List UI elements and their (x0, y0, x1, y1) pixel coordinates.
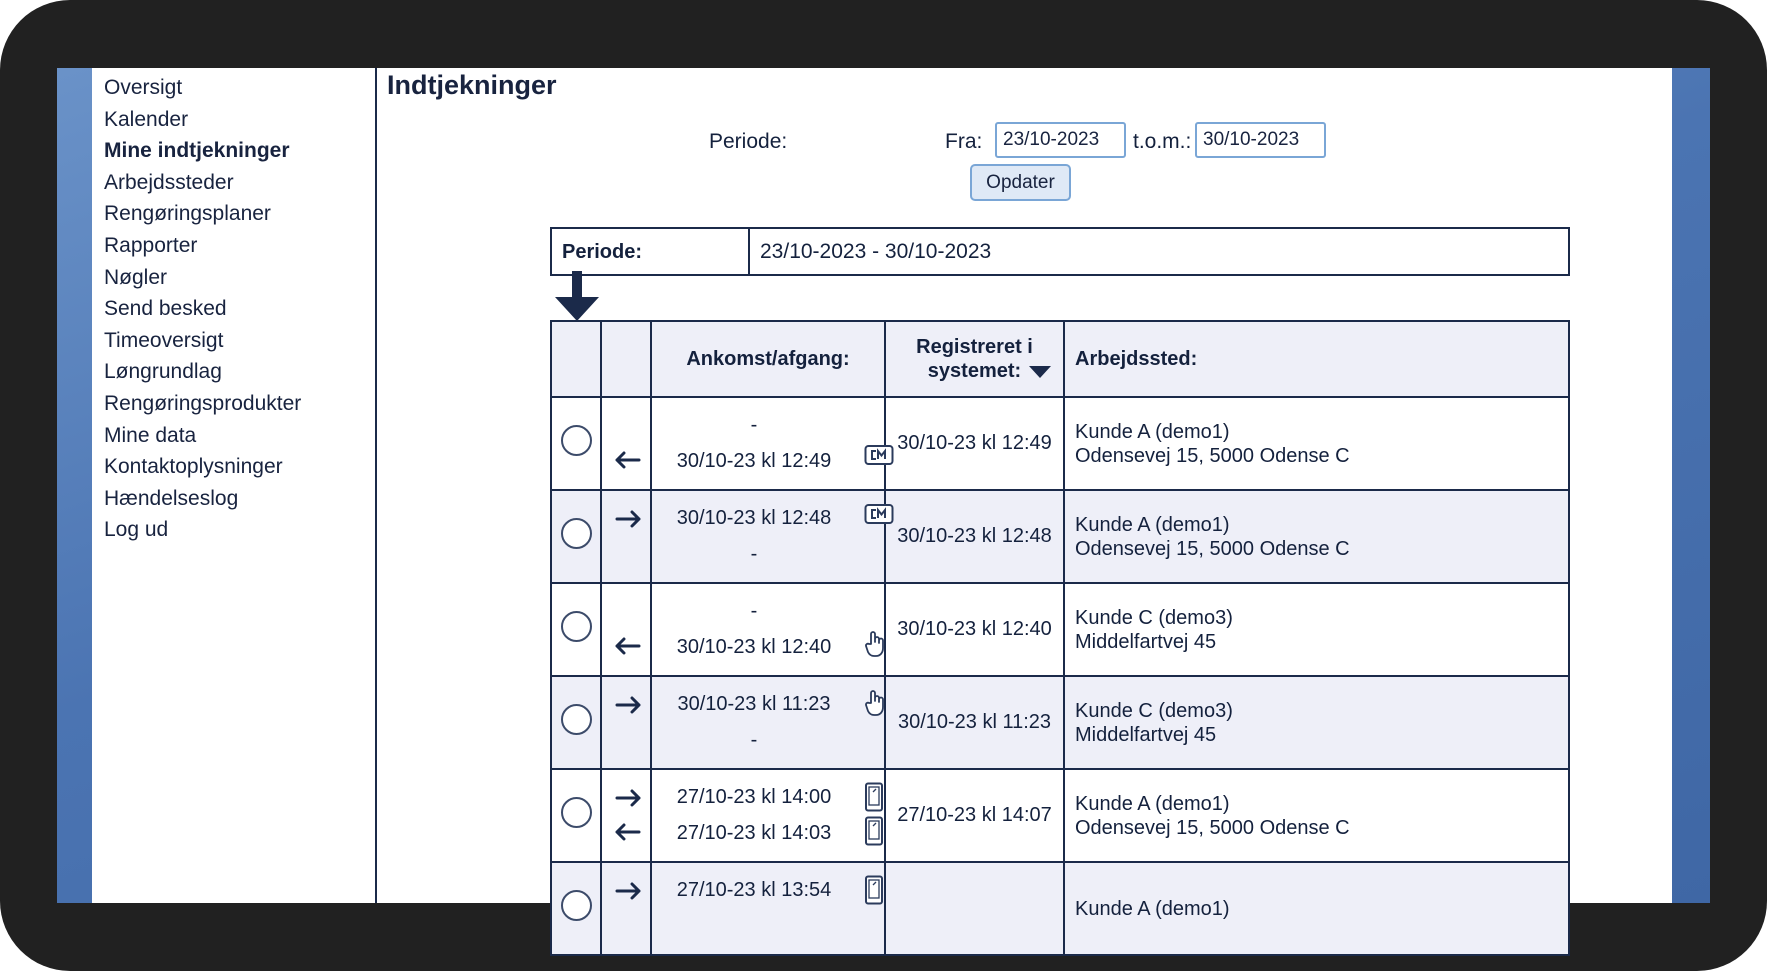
header-registered-line2: systemet: (927, 360, 1022, 382)
sidebar-item-2[interactable]: Mine indtjekninger (104, 139, 290, 163)
workplace-name: Kunde A (demo1) (1075, 897, 1230, 920)
table-row[interactable] (551, 583, 1569, 676)
arrival-time: - (750, 414, 758, 436)
phone-icon (864, 816, 884, 846)
sidebar-item-5[interactable]: Rapporter (104, 233, 198, 257)
arrow-right-icon (616, 511, 640, 527)
phone-icon (864, 875, 884, 905)
registered-cell: 27/10-23 kl 14:07 (885, 769, 1064, 862)
direction-cell (601, 676, 651, 769)
direction-cell (601, 862, 651, 955)
sidebar-item-1[interactable]: Kalender (104, 107, 189, 131)
select-cell (551, 769, 601, 862)
workplace-address: Middelfartvej 45 (1075, 630, 1217, 653)
select-cell (551, 862, 601, 955)
table-row[interactable] (551, 769, 1569, 862)
phone-icon (864, 782, 884, 812)
sidebar-item-13[interactable]: Hændelseslog (104, 486, 239, 510)
arrival-departure-cell (651, 676, 885, 769)
table-row[interactable] (551, 862, 1569, 955)
sidebar-item-3[interactable]: Arbejdssteder (104, 170, 234, 194)
sidebar-item-10[interactable]: Rengøringsprodukter (104, 391, 302, 415)
period-filter-label: Periode: (709, 130, 788, 153)
sidebar-nav (92, 68, 375, 546)
table-header-row (551, 321, 1569, 397)
from-date-input[interactable] (995, 122, 1126, 158)
arrow-right-icon (616, 790, 640, 806)
registered-cell: 30/10-23 kl 11:23 (885, 676, 1064, 769)
registered-cell: 30/10-23 kl 12:48 (885, 490, 1064, 583)
direction-cell (601, 769, 651, 862)
arrival-departure-cell (651, 490, 885, 583)
down-arrow-icon (555, 271, 599, 321)
header-registered[interactable] (885, 321, 1064, 397)
row-select-radio[interactable] (561, 425, 592, 456)
workplace-name: Kunde A (demo1) (1075, 420, 1230, 443)
header-direction (601, 321, 651, 397)
select-cell (551, 676, 601, 769)
hand-pointer-icon (864, 630, 888, 658)
arrival-time: - (750, 600, 758, 622)
screen (57, 68, 1710, 920)
table-row[interactable] (551, 490, 1569, 583)
arrival-departure-cell (651, 583, 885, 676)
arrow-right-icon (616, 697, 640, 713)
page (92, 68, 1672, 920)
registered-cell (885, 862, 1064, 955)
sidebar-item-8[interactable]: Timeoversigt (104, 328, 224, 352)
row-select-radio[interactable] (561, 611, 592, 642)
departure-time: - (750, 729, 758, 751)
arrow-left-icon (616, 452, 640, 468)
arrow-left-icon (616, 824, 640, 840)
table-row[interactable] (551, 397, 1569, 490)
sidebar-item-14[interactable]: Log ud (104, 518, 169, 542)
arrow-left-icon (616, 638, 640, 654)
header-registered-line1: Registreret i (916, 336, 1033, 358)
workplace-cell (1064, 583, 1569, 676)
sidebar-item-12[interactable]: Kontaktoplysninger (104, 455, 283, 479)
select-cell (551, 490, 601, 583)
arrival-departure-cell (651, 769, 885, 862)
page-title: Indtjekninger (387, 70, 557, 100)
departure-time: 27/10-23 kl 14:03 (676, 822, 832, 844)
cm-tag-icon (864, 444, 894, 466)
arrival-departure-cell (651, 397, 885, 490)
workplace-name: Kunde A (demo1) (1075, 792, 1230, 815)
period-summary-value: 23/10-2023 - 30/10-2023 (760, 240, 992, 263)
departure-time: 30/10-23 kl 12:40 (676, 636, 832, 658)
update-button[interactable]: Opdater (970, 164, 1071, 201)
sidebar (92, 68, 377, 903)
header-select (551, 321, 601, 397)
to-date-input[interactable] (1195, 122, 1326, 158)
sidebar-item-6[interactable]: Nøgler (104, 265, 168, 289)
cm-tag-icon (864, 503, 894, 525)
workplace-address: Odensevej 15, 5000 Odense C (1075, 444, 1350, 467)
period-summary (550, 227, 1570, 276)
workplace-cell (1064, 676, 1569, 769)
sidebar-item-0[interactable]: Oversigt (104, 76, 183, 99)
workplace-cell (1064, 769, 1569, 862)
sort-desc-icon[interactable] (1029, 366, 1051, 378)
checkin-table (550, 320, 1570, 956)
period-summary-label: Periode: (552, 229, 750, 274)
sidebar-item-9[interactable]: Løngrundlag (104, 360, 222, 384)
header-workplace: Arbejdssted: (1064, 321, 1569, 397)
row-select-radio[interactable] (561, 890, 592, 921)
sidebar-item-4[interactable]: Rengøringsplaner (104, 202, 271, 226)
arrival-departure-cell (651, 862, 885, 955)
row-select-radio[interactable] (561, 704, 592, 735)
registered-cell: 30/10-23 kl 12:40 (885, 583, 1064, 676)
header-arrival-departure: Ankomst/afgang: (651, 321, 885, 397)
departure-time: - (750, 543, 758, 565)
main-content (379, 68, 1672, 920)
workplace-name: Kunde C (demo3) (1075, 606, 1233, 629)
hand-pointer-icon (864, 689, 888, 717)
sidebar-item-11[interactable]: Mine data (104, 423, 197, 447)
direction-cell (601, 583, 651, 676)
workplace-address: Odensevej 15, 5000 Odense C (1075, 816, 1350, 839)
arrow-right-icon (616, 883, 640, 899)
workplace-address: Odensevej 15, 5000 Odense C (1075, 537, 1350, 560)
workplace-name: Kunde C (demo3) (1075, 699, 1233, 722)
arrival-time: 27/10-23 kl 14:00 (676, 786, 832, 808)
workplace-cell (1064, 862, 1569, 955)
direction-cell (601, 490, 651, 583)
workplace-cell (1064, 397, 1569, 490)
arrival-time: 30/10-23 kl 12:48 (676, 507, 832, 529)
workplace-address: Middelfartvej 45 (1075, 723, 1217, 746)
sidebar-item-7[interactable]: Send besked (104, 297, 227, 321)
row-select-radio[interactable] (561, 797, 592, 828)
direction-cell (601, 397, 651, 490)
to-label: t.o.m.: (1133, 130, 1192, 153)
select-cell (551, 583, 601, 676)
from-label: Fra: (945, 130, 983, 153)
registered-cell: 30/10-23 kl 12:49 (885, 397, 1064, 490)
departure-time: 30/10-23 kl 12:49 (676, 450, 832, 472)
workplace-cell (1064, 490, 1569, 583)
select-cell (551, 397, 601, 490)
arrival-time: 27/10-23 kl 13:54 (676, 879, 832, 901)
table-row[interactable] (551, 676, 1569, 769)
row-select-radio[interactable] (561, 518, 592, 549)
workplace-name: Kunde A (demo1) (1075, 513, 1230, 536)
arrival-time: 30/10-23 kl 11:23 (677, 693, 831, 715)
